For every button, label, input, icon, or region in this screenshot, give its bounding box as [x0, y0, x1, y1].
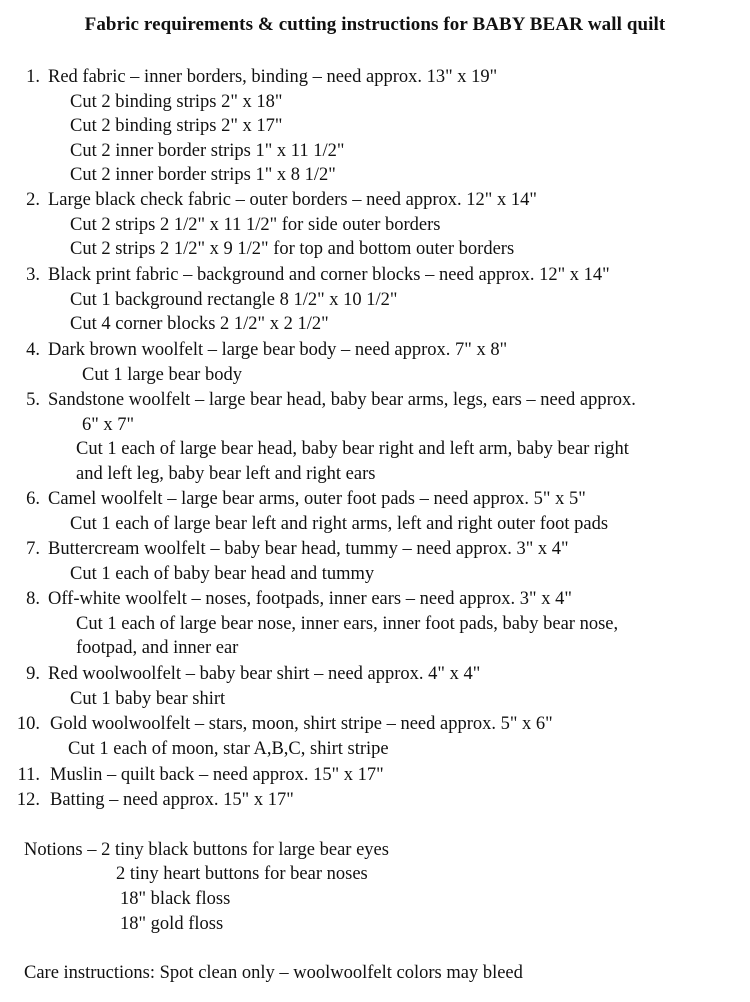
item-number: 6. — [26, 489, 40, 509]
item-number: 8. — [26, 589, 40, 609]
cutting-instruction: Cut 2 strips 2 1/2" x 9 1/2" for top and bottom outer borders — [70, 239, 515, 260]
item-number: 12. — [16, 790, 40, 810]
item-number: 7. — [26, 539, 40, 559]
item-number: 1. — [26, 67, 40, 87]
notions-item: 18" gold floss — [120, 914, 224, 934]
cutting-instruction: Cut 2 strips 2 1/2" x 11 1/2" for side outer borders — [70, 214, 441, 235]
item-number: 10. — [16, 714, 40, 734]
cutting-instruction: Cut 2 binding strips 2" x 17" — [70, 116, 283, 137]
item-heading: Sandstone woolfelt – large bear head, baby bear arms, legs, ears – need approx. — [48, 390, 636, 410]
item-heading: Red woolwoolfelt – baby bear shirt – need approx. 4" x 4" — [48, 664, 481, 684]
item-heading: Buttercream woolfelt – baby bear head, tummy – need approx. 3" x 4" — [48, 539, 569, 559]
cutting-instruction: Cut 1 each of large bear head, baby bear right and left arm, baby bear right — [76, 439, 629, 460]
notions-item: 2 tiny heart buttons for bear noses — [116, 864, 368, 884]
item-number: 3. — [26, 265, 40, 285]
item-number: 11. — [17, 765, 40, 785]
cutting-instruction: Cut 1 each of large bear nose, inner ears, inner foot pads, baby bear nose, — [76, 613, 619, 634]
notions-item: 18" black floss — [120, 889, 231, 909]
item-heading: Dark brown woolfelt – large bear body – need approx. 7" x 8" — [48, 340, 508, 360]
document-title: Fabric requirements & cutting instructions for BABY BEAR wall quilt — [84, 14, 666, 35]
item-number: 4. — [26, 340, 40, 360]
cutting-instruction: Cut 1 large bear body — [82, 364, 242, 385]
item-heading: Gold woolwoolfelt – stars, moon, shirt stripe – need approx. 5" x 6" — [50, 714, 553, 734]
cutting-instruction: Cut 2 binding strips 2" x 18" — [70, 91, 283, 112]
cutting-instruction: and left leg, baby bear left and right ears — [76, 463, 376, 484]
cutting-instruction: Cut 1 each of baby bear head and tummy — [70, 563, 375, 584]
cutting-instruction: Cut 1 background rectangle 8 1/2" x 10 1/2" — [70, 289, 398, 310]
item-heading: Muslin – quilt back – need approx. 15" x 17" — [50, 765, 384, 785]
item-heading: Off-white woolfelt – noses, footpads, inner ears – need approx. 3" x 4" — [48, 589, 572, 609]
item-heading-continued: 6" x 7" — [82, 414, 135, 435]
cutting-instruction: Cut 1 each of moon, star A,B,C, shirt stripe — [68, 738, 389, 759]
cutting-instruction: Cut 2 inner border strips 1" x 11 1/2" — [70, 140, 345, 161]
cutting-instruction: Cut 4 corner blocks 2 1/2" x 2 1/2" — [70, 314, 329, 335]
item-heading: Camel woolfelt – large bear arms, outer foot pads – need approx. 5" x 5" — [48, 489, 586, 509]
item-heading: Black print fabric – background and corner blocks – need approx. 12" x 14" — [48, 265, 610, 285]
item-heading: Red fabric – inner borders, binding – need approx. 13" x 19" — [48, 67, 498, 87]
item-number: 5. — [26, 390, 40, 410]
cutting-instruction: footpad, and inner ear — [76, 638, 239, 659]
item-heading: Batting – need approx. 15" x 17" — [50, 790, 294, 810]
item-number: 2. — [26, 190, 40, 210]
cutting-instruction: Cut 1 each of large bear left and right arms, left and right outer foot pads — [70, 513, 609, 534]
cutting-instruction: Cut 2 inner border strips 1" x 8 1/2" — [70, 165, 336, 186]
cutting-instruction: Cut 1 baby bear shirt — [70, 688, 226, 709]
item-heading: Large black check fabric – outer borders – need approx. 12" x 14" — [48, 190, 537, 210]
notions-first-line: Notions – 2 tiny black buttons for large bear eyes — [24, 840, 389, 860]
care-instructions: Care instructions: Spot clean only – woolwoolfelt colors may bleed — [24, 963, 523, 983]
item-number: 9. — [26, 664, 40, 684]
